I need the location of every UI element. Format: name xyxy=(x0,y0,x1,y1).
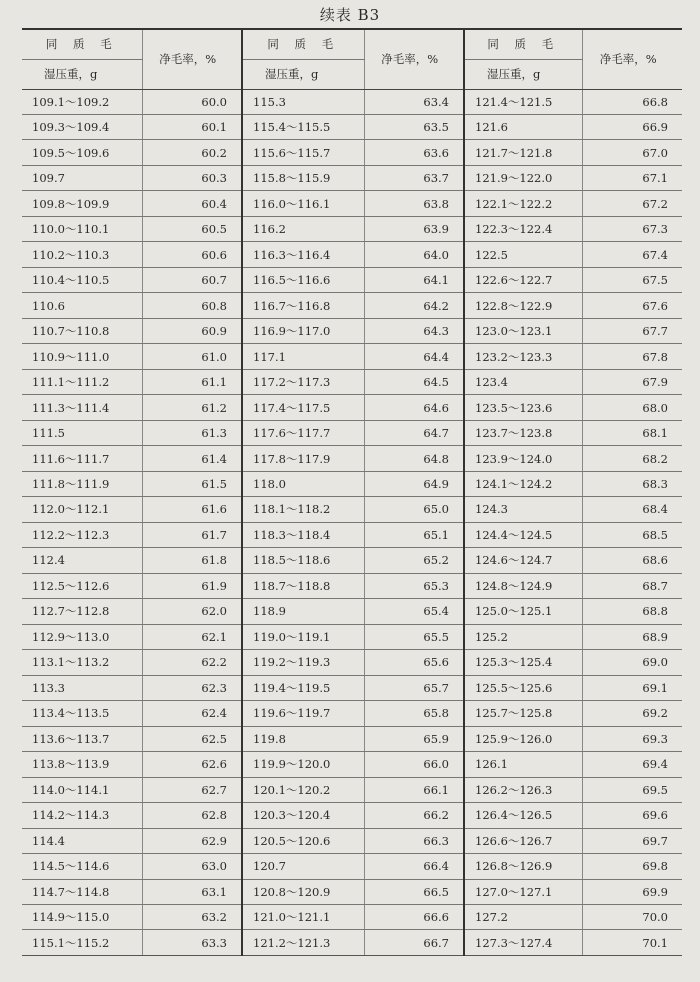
yield-value-cell: 61.3 xyxy=(142,420,242,445)
yield-value-cell: 67.4 xyxy=(582,242,682,267)
table-row xyxy=(22,675,682,700)
weight-range-cell: 123.7～123.8 xyxy=(464,420,582,445)
yield-value-cell: 66.6 xyxy=(364,905,464,930)
table-row xyxy=(22,420,682,445)
weight-range-cell: 111.3～111.4 xyxy=(22,395,142,420)
yield-value-cell: 67.7 xyxy=(582,318,682,343)
weight-range-cell: 127.2 xyxy=(464,905,582,930)
table-row xyxy=(22,650,682,675)
weight-range-cell: 118.0 xyxy=(242,471,364,496)
weight-range-cell: 112.0～112.1 xyxy=(22,497,142,522)
table-row xyxy=(22,752,682,777)
weight-range-cell: 115.8～115.9 xyxy=(242,165,364,190)
yield-value-cell: 62.6 xyxy=(142,752,242,777)
yield-value-cell: 61.8 xyxy=(142,548,242,573)
yield-value-cell: 64.5 xyxy=(364,369,464,394)
yield-value-cell: 64.8 xyxy=(364,446,464,471)
table-row xyxy=(22,369,682,394)
weight-range-cell: 123.5～123.6 xyxy=(464,395,582,420)
yield-value-cell: 65.6 xyxy=(364,650,464,675)
table-row xyxy=(22,318,682,343)
yield-value-cell: 60.1 xyxy=(142,114,242,139)
weight-range-cell: 125.5～125.6 xyxy=(464,675,582,700)
yield-value-cell: 60.2 xyxy=(142,140,242,165)
yield-value-cell: 62.5 xyxy=(142,726,242,751)
weight-range-cell: 124.8～124.9 xyxy=(464,573,582,598)
weight-range-cell: 119.2～119.3 xyxy=(242,650,364,675)
weight-range-cell: 114.4 xyxy=(22,828,142,853)
weight-range-cell: 114.5～114.6 xyxy=(22,854,142,879)
table-title: 续表 B3 xyxy=(319,6,381,24)
yield-value-cell: 63.4 xyxy=(364,89,464,114)
yield-value-cell: 61.5 xyxy=(142,471,242,496)
yield-value-cell: 63.1 xyxy=(142,879,242,904)
weight-range-cell: 114.0～114.1 xyxy=(22,777,142,802)
table-row xyxy=(22,114,682,139)
table-row xyxy=(22,854,682,879)
table-body xyxy=(22,89,682,956)
weight-range-cell: 116.7～116.8 xyxy=(242,293,364,318)
weight-range-cell: 116.5～116.6 xyxy=(242,267,364,292)
weight-range-cell: 112.2～112.3 xyxy=(22,522,142,547)
weight-range-cell: 126.2～126.3 xyxy=(464,777,582,802)
weight-range-cell: 110.9～111.0 xyxy=(22,344,142,369)
weight-range-cell: 111.5 xyxy=(22,420,142,445)
yield-value-cell: 64.1 xyxy=(364,267,464,292)
yield-value-cell: 68.0 xyxy=(582,395,682,420)
yield-value-cell: 61.0 xyxy=(142,344,242,369)
yield-value-cell: 64.0 xyxy=(364,242,464,267)
table-row xyxy=(22,522,682,547)
table-row xyxy=(22,344,682,369)
weight-range-cell: 119.0～119.1 xyxy=(242,624,364,649)
weight-range-cell: 123.0～123.1 xyxy=(464,318,582,343)
yield-value-cell: 63.2 xyxy=(142,905,242,930)
weight-range-cell: 116.0～116.1 xyxy=(242,191,364,216)
yield-value-cell: 69.0 xyxy=(582,650,682,675)
weight-range-cell: 113.4～113.5 xyxy=(22,701,142,726)
yield-value-cell: 69.5 xyxy=(582,777,682,802)
yield-value-cell: 61.7 xyxy=(142,522,242,547)
yield-value-cell: 67.3 xyxy=(582,216,682,241)
yield-value-cell: 66.3 xyxy=(364,828,464,853)
weight-range-cell: 110.2～110.3 xyxy=(22,242,142,267)
weight-range-cell: 117.8～117.9 xyxy=(242,446,364,471)
yield-value-cell: 65.8 xyxy=(364,701,464,726)
weight-range-cell: 118.3～118.4 xyxy=(242,522,364,547)
table-row xyxy=(22,803,682,828)
table-row xyxy=(22,497,682,522)
yield-value-cell: 64.9 xyxy=(364,471,464,496)
yield-value-cell: 63.6 xyxy=(364,140,464,165)
weight-range-cell: 118.1～118.2 xyxy=(242,497,364,522)
yield-value-cell: 65.4 xyxy=(364,599,464,624)
table-row xyxy=(22,471,682,496)
yield-value-cell: 68.7 xyxy=(582,573,682,598)
yield-value-cell: 67.2 xyxy=(582,191,682,216)
yield-value-cell: 70.1 xyxy=(582,930,682,956)
yield-value-cell: 65.5 xyxy=(364,624,464,649)
table-row xyxy=(22,930,682,956)
table-row xyxy=(22,905,682,930)
yield-value-cell: 66.2 xyxy=(364,803,464,828)
yield-value-cell: 69.2 xyxy=(582,701,682,726)
yield-value-cell: 63.0 xyxy=(142,854,242,879)
yield-value-cell: 66.4 xyxy=(364,854,464,879)
yield-value-cell: 65.0 xyxy=(364,497,464,522)
weight-range-cell: 123.2～123.3 xyxy=(464,344,582,369)
weight-range-cell: 112.5～112.6 xyxy=(22,573,142,598)
yield-value-cell: 69.4 xyxy=(582,752,682,777)
yield-value-cell: 61.6 xyxy=(142,497,242,522)
yield-value-cell: 67.8 xyxy=(582,344,682,369)
weight-range-cell: 122.3～122.4 xyxy=(464,216,582,241)
yield-value-cell: 60.0 xyxy=(142,89,242,114)
yield-value-cell: 65.9 xyxy=(364,726,464,751)
weight-range-cell: 126.6～126.7 xyxy=(464,828,582,853)
yield-value-cell: 66.5 xyxy=(364,879,464,904)
table-row xyxy=(22,242,682,267)
yield-value-cell: 66.0 xyxy=(364,752,464,777)
weight-range-cell: 117.6～117.7 xyxy=(242,420,364,445)
weight-range-cell: 122.1～122.2 xyxy=(464,191,582,216)
weight-range-cell: 110.4～110.5 xyxy=(22,267,142,292)
yield-value-cell: 65.2 xyxy=(364,548,464,573)
weight-range-cell: 113.3 xyxy=(22,675,142,700)
yield-value-cell: 67.6 xyxy=(582,293,682,318)
yield-value-cell: 62.9 xyxy=(142,828,242,853)
yield-value-cell: 62.0 xyxy=(142,599,242,624)
conversion-table xyxy=(22,28,682,956)
weight-range-cell: 124.1～124.2 xyxy=(464,471,582,496)
weight-range-cell: 120.7 xyxy=(242,854,364,879)
weight-range-cell: 115.4～115.5 xyxy=(242,114,364,139)
weight-range-cell: 125.9～126.0 xyxy=(464,726,582,751)
weight-range-cell: 116.3～116.4 xyxy=(242,242,364,267)
yield-value-cell: 64.7 xyxy=(364,420,464,445)
yield-value-cell: 67.1 xyxy=(582,165,682,190)
table-row xyxy=(22,879,682,904)
weight-range-cell: 117.4～117.5 xyxy=(242,395,364,420)
yield-value-cell: 69.1 xyxy=(582,675,682,700)
yield-value-cell: 60.5 xyxy=(142,216,242,241)
weight-range-cell: 113.8～113.9 xyxy=(22,752,142,777)
weight-range-cell: 127.3～127.4 xyxy=(464,930,582,956)
table-row xyxy=(22,293,682,318)
weight-range-cell: 121.6 xyxy=(464,114,582,139)
yield-value-cell: 64.6 xyxy=(364,395,464,420)
header-cell-range-bottom: 湿压重，g xyxy=(22,59,142,89)
weight-range-cell: 117.2～117.3 xyxy=(242,369,364,394)
header-cell-range-top: 同 质 毛 xyxy=(22,29,142,59)
weight-range-cell: 120.8～120.9 xyxy=(242,879,364,904)
weight-range-cell: 121.2～121.3 xyxy=(242,930,364,956)
header-cell-range-bottom: 湿压重，g xyxy=(464,59,582,89)
weight-range-cell: 109.7 xyxy=(22,165,142,190)
weight-range-cell: 113.1～113.2 xyxy=(22,650,142,675)
yield-value-cell: 69.6 xyxy=(582,803,682,828)
yield-value-cell: 62.2 xyxy=(142,650,242,675)
yield-value-cell: 65.7 xyxy=(364,675,464,700)
weight-range-cell: 124.6～124.7 xyxy=(464,548,582,573)
weight-range-cell: 124.4～124.5 xyxy=(464,522,582,547)
yield-value-cell: 60.3 xyxy=(142,165,242,190)
yield-value-cell: 60.8 xyxy=(142,293,242,318)
weight-range-cell: 122.5 xyxy=(464,242,582,267)
weight-range-cell: 110.6 xyxy=(22,293,142,318)
weight-range-cell: 115.1～115.2 xyxy=(22,930,142,956)
table-row xyxy=(22,726,682,751)
weight-range-cell: 112.7～112.8 xyxy=(22,599,142,624)
table-row xyxy=(22,191,682,216)
yield-value-cell: 68.1 xyxy=(582,420,682,445)
weight-range-cell: 109.8～109.9 xyxy=(22,191,142,216)
yield-value-cell: 68.8 xyxy=(582,599,682,624)
weight-range-cell: 114.7～114.8 xyxy=(22,879,142,904)
yield-value-cell: 60.4 xyxy=(142,191,242,216)
header-row-top xyxy=(22,29,682,59)
weight-range-cell: 126.1 xyxy=(464,752,582,777)
weight-range-cell: 115.3 xyxy=(242,89,364,114)
table-row xyxy=(22,624,682,649)
table-row xyxy=(22,267,682,292)
weight-range-cell: 109.1～109.2 xyxy=(22,89,142,114)
yield-value-cell: 64.2 xyxy=(364,293,464,318)
yield-value-cell: 63.9 xyxy=(364,216,464,241)
header-cell-value: 净毛率，% xyxy=(364,29,464,89)
weight-range-cell: 119.4～119.5 xyxy=(242,675,364,700)
yield-value-cell: 62.7 xyxy=(142,777,242,802)
weight-range-cell: 121.9～122.0 xyxy=(464,165,582,190)
weight-range-cell: 125.0～125.1 xyxy=(464,599,582,624)
yield-value-cell: 61.4 xyxy=(142,446,242,471)
header-cell-range-top: 同 质 毛 xyxy=(464,29,582,59)
weight-range-cell: 110.0～110.1 xyxy=(22,216,142,241)
weight-range-cell: 119.8 xyxy=(242,726,364,751)
yield-value-cell: 68.5 xyxy=(582,522,682,547)
table-row xyxy=(22,165,682,190)
yield-value-cell: 65.3 xyxy=(364,573,464,598)
table-row xyxy=(22,548,682,573)
weight-range-cell: 118.5～118.6 xyxy=(242,548,364,573)
yield-value-cell: 68.6 xyxy=(582,548,682,573)
yield-value-cell: 62.3 xyxy=(142,675,242,700)
yield-value-cell: 68.4 xyxy=(582,497,682,522)
yield-value-cell: 62.1 xyxy=(142,624,242,649)
weight-range-cell: 109.5～109.6 xyxy=(22,140,142,165)
yield-value-cell: 61.9 xyxy=(142,573,242,598)
weight-range-cell: 111.6～111.7 xyxy=(22,446,142,471)
weight-range-cell: 121.0～121.1 xyxy=(242,905,364,930)
weight-range-cell: 119.6～119.7 xyxy=(242,701,364,726)
weight-range-cell: 120.5～120.6 xyxy=(242,828,364,853)
yield-value-cell: 61.1 xyxy=(142,369,242,394)
weight-range-cell: 112.4 xyxy=(22,548,142,573)
yield-value-cell: 67.5 xyxy=(582,267,682,292)
weight-range-cell: 120.1～120.2 xyxy=(242,777,364,802)
weight-range-cell: 120.3～120.4 xyxy=(242,803,364,828)
header-cell-range-bottom: 湿压重，g xyxy=(242,59,364,89)
yield-value-cell: 69.8 xyxy=(582,854,682,879)
weight-range-cell: 116.2 xyxy=(242,216,364,241)
weight-range-cell: 125.2 xyxy=(464,624,582,649)
header-cell-value: 净毛率，% xyxy=(142,29,242,89)
weight-range-cell: 118.9 xyxy=(242,599,364,624)
yield-value-cell: 65.1 xyxy=(364,522,464,547)
weight-range-cell: 121.7～121.8 xyxy=(464,140,582,165)
table-row xyxy=(22,446,682,471)
yield-value-cell: 67.0 xyxy=(582,140,682,165)
yield-value-cell: 63.8 xyxy=(364,191,464,216)
weight-range-cell: 116.9～117.0 xyxy=(242,318,364,343)
yield-value-cell: 62.4 xyxy=(142,701,242,726)
weight-range-cell: 122.6～122.7 xyxy=(464,267,582,292)
weight-range-cell: 111.8～111.9 xyxy=(22,471,142,496)
yield-value-cell: 67.9 xyxy=(582,369,682,394)
yield-value-cell: 63.7 xyxy=(364,165,464,190)
table-row xyxy=(22,395,682,420)
weight-range-cell: 124.3 xyxy=(464,497,582,522)
weight-range-cell: 126.8～126.9 xyxy=(464,854,582,879)
weight-range-cell: 114.9～115.0 xyxy=(22,905,142,930)
weight-range-cell: 118.7～118.8 xyxy=(242,573,364,598)
weight-range-cell: 109.3～109.4 xyxy=(22,114,142,139)
yield-value-cell: 63.5 xyxy=(364,114,464,139)
header-cell-value: 净毛率，% xyxy=(582,29,682,89)
yield-value-cell: 69.7 xyxy=(582,828,682,853)
weight-range-cell: 115.6～115.7 xyxy=(242,140,364,165)
yield-value-cell: 60.6 xyxy=(142,242,242,267)
yield-value-cell: 68.9 xyxy=(582,624,682,649)
table-row xyxy=(22,216,682,241)
weight-range-cell: 111.1～111.2 xyxy=(22,369,142,394)
weight-range-cell: 125.3～125.4 xyxy=(464,650,582,675)
yield-value-cell: 69.9 xyxy=(582,879,682,904)
yield-value-cell: 61.2 xyxy=(142,395,242,420)
yield-value-cell: 69.3 xyxy=(582,726,682,751)
table-row xyxy=(22,573,682,598)
weight-range-cell: 119.9～120.0 xyxy=(242,752,364,777)
weight-range-cell: 127.0～127.1 xyxy=(464,879,582,904)
weight-range-cell: 125.7～125.8 xyxy=(464,701,582,726)
yield-value-cell: 60.7 xyxy=(142,267,242,292)
weight-range-cell: 121.4～121.5 xyxy=(464,89,582,114)
header-cell-range-top: 同 质 毛 xyxy=(242,29,364,59)
yield-value-cell: 64.4 xyxy=(364,344,464,369)
table-row xyxy=(22,599,682,624)
yield-value-cell: 63.3 xyxy=(142,930,242,956)
yield-value-cell: 64.3 xyxy=(364,318,464,343)
weight-range-cell: 117.1 xyxy=(242,344,364,369)
weight-range-cell: 126.4～126.5 xyxy=(464,803,582,828)
weight-range-cell: 123.9～124.0 xyxy=(464,446,582,471)
table-row xyxy=(22,828,682,853)
weight-range-cell: 114.2～114.3 xyxy=(22,803,142,828)
weight-range-cell: 112.9～113.0 xyxy=(22,624,142,649)
yield-value-cell: 66.7 xyxy=(364,930,464,956)
yield-value-cell: 70.0 xyxy=(582,905,682,930)
table-row xyxy=(22,777,682,802)
table-row xyxy=(22,89,682,114)
weight-range-cell: 122.8～122.9 xyxy=(464,293,582,318)
yield-value-cell: 66.1 xyxy=(364,777,464,802)
table-row xyxy=(22,140,682,165)
weight-range-cell: 110.7～110.8 xyxy=(22,318,142,343)
yield-value-cell: 66.9 xyxy=(582,114,682,139)
yield-value-cell: 68.2 xyxy=(582,446,682,471)
table-row xyxy=(22,701,682,726)
weight-range-cell: 123.4 xyxy=(464,369,582,394)
yield-value-cell: 68.3 xyxy=(582,471,682,496)
yield-value-cell: 66.8 xyxy=(582,89,682,114)
weight-range-cell: 113.6～113.7 xyxy=(22,726,142,751)
yield-value-cell: 60.9 xyxy=(142,318,242,343)
yield-value-cell: 62.8 xyxy=(142,803,242,828)
